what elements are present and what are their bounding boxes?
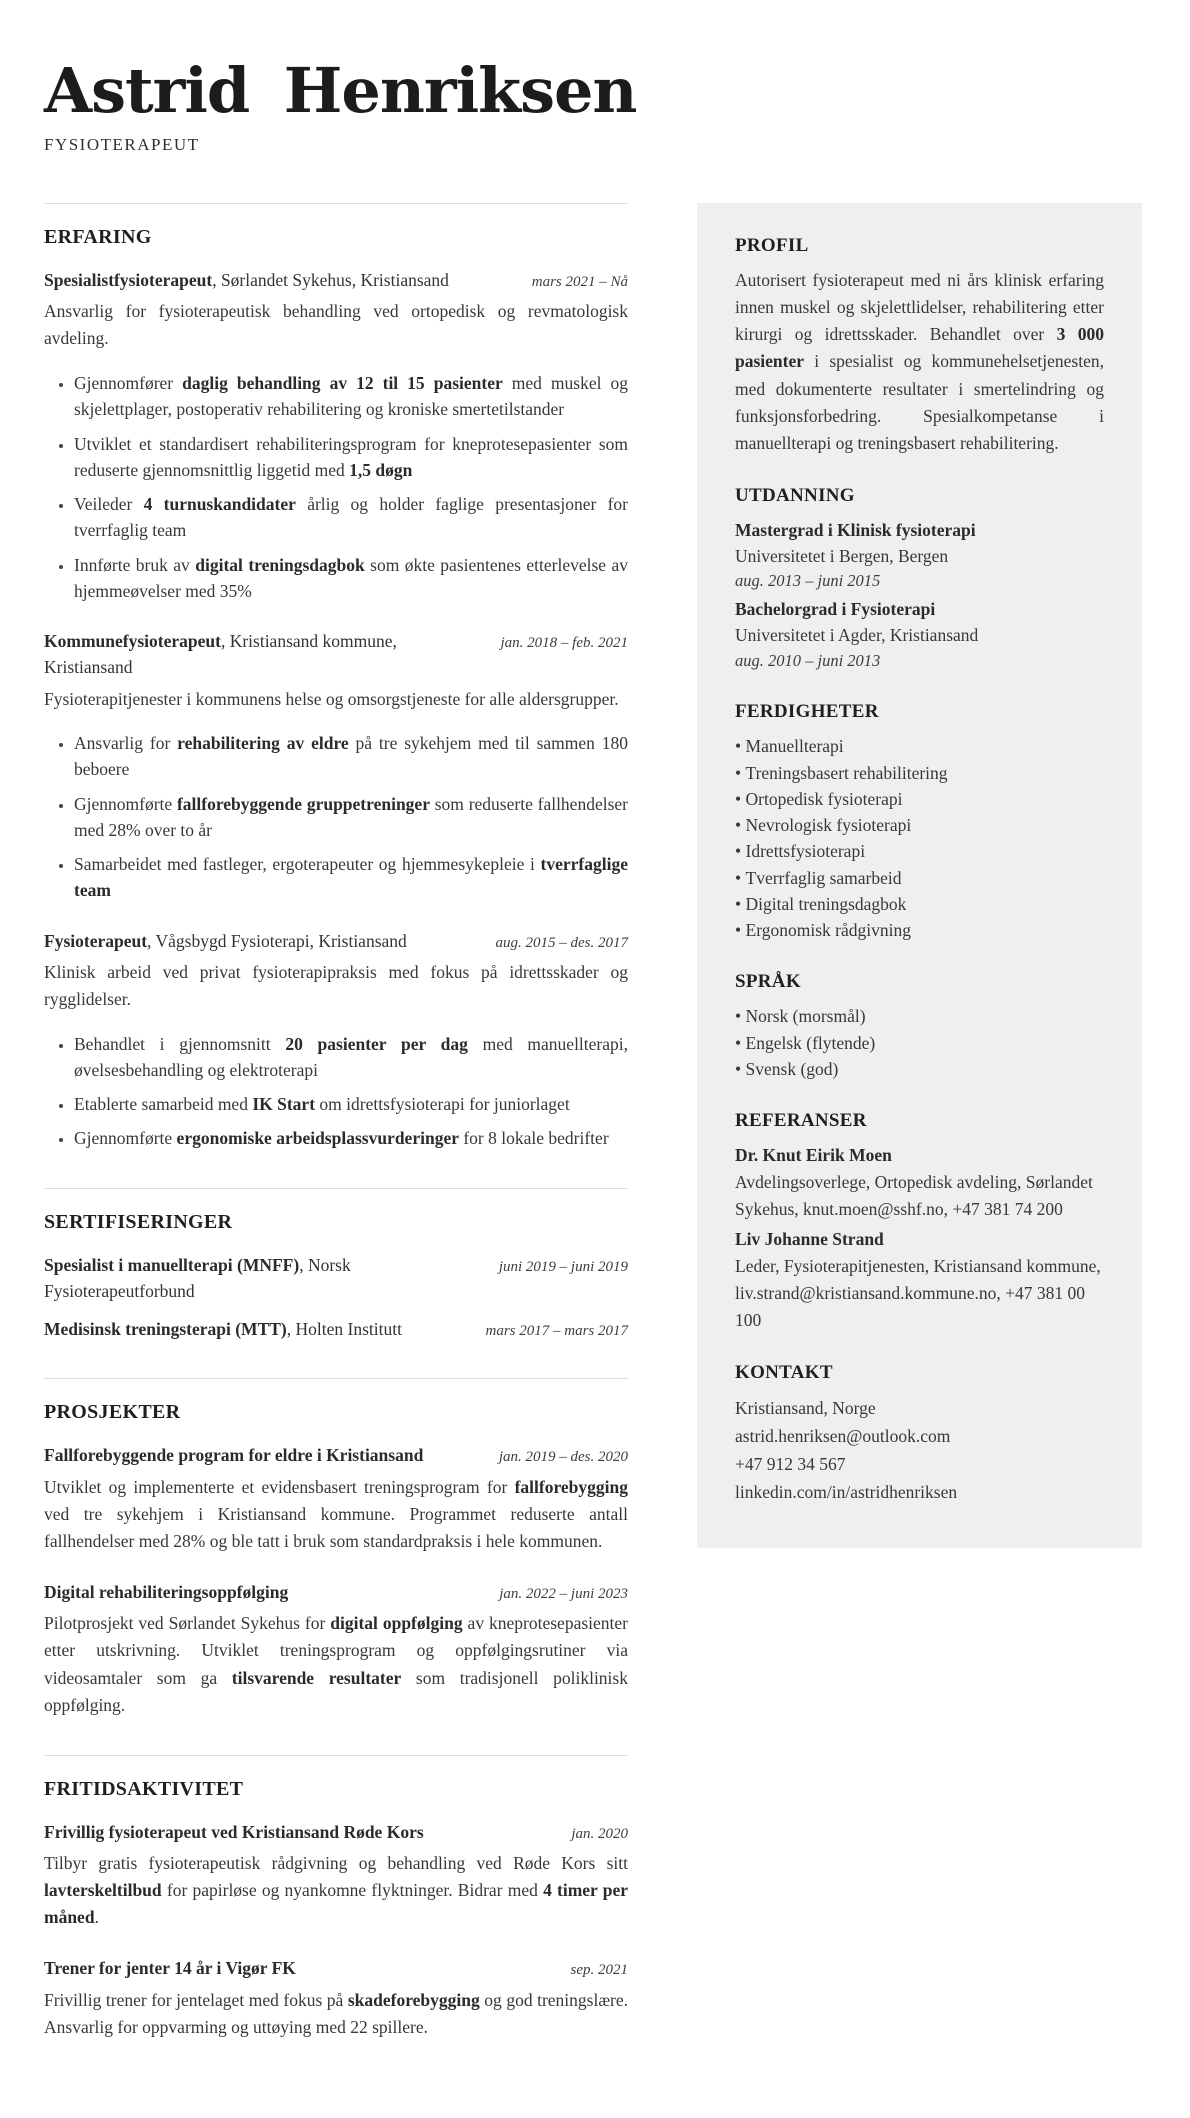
sidebar-section-ferdigheter: [735, 701, 1104, 943]
bullet-list: [44, 730, 628, 904]
sidebar-section-kontakt: [735, 1362, 1104, 1506]
skills-list: [735, 733, 1104, 943]
bullet-list: [44, 1031, 628, 1152]
project-title: Fallforebyggende program for eldre i Kristiansand: [44, 1445, 424, 1466]
certification-title: Spesialist i manuellterapi (MNFF), Norsk Fysioterapeutforbund: [44, 1254, 351, 1301]
person-name: Astrid Henriksen: [44, 54, 637, 127]
education-date: aug. 2010 – juni 2013: [735, 650, 881, 670]
bullet-item: • Ansvarlig for rehabilitering av eldre på tre sykehjem med til sammen 180 beboere: [74, 730, 628, 783]
sidebar-heading-utdanning: UTDANNING: [735, 484, 855, 506]
section-erfaring: [44, 203, 628, 1152]
certification-list: [44, 1252, 628, 1343]
project-entry: [44, 1442, 628, 1555]
certification-title: Medisinsk treningsterapi (MTT), Holten Institutt: [44, 1319, 402, 1340]
project-description: Pilotprosjekt ved Sørlandet Sykehus for digital oppfølging av kneprotesepasienter etter utskrivning. Utviklet treningsprogram og oppfølgingsrutiner via videosamtaler som ga tilsvarende resultater som tradisjonell poliklinisk oppfølging.: [44, 1613, 628, 1715]
language-item: • Engelsk (flytende): [735, 1030, 1104, 1056]
sidebar-heading-kontakt: KONTAKT: [735, 1362, 833, 1384]
section-fritidsaktivitet: [44, 1755, 628, 2041]
bullet-item: • Samarbeidet med fastleger, ergoterapeuter og hjemmesykepleie i tverrfaglige team: [74, 851, 628, 904]
sidebar-section-utdanning: [735, 485, 1104, 674]
skill-item: • Nevrologisk fysioterapi: [735, 812, 1104, 838]
reference-name: Dr. Knut Eirik Moen: [735, 1145, 892, 1166]
experience-entry: [44, 928, 628, 1152]
project-title: Digital rehabiliteringsoppfølging: [44, 1582, 289, 1603]
skill-item: • Ergonomisk rådgivning: [735, 917, 1104, 943]
education-item: [735, 517, 1104, 594]
job-title: FYSIOTERAPEUT: [44, 135, 200, 155]
two-column-layout: [44, 203, 1142, 2058]
section-prosjekter: [44, 1378, 628, 1718]
language-item: • Norsk (morsmål): [735, 1003, 1104, 1029]
bullet-item: • Gjennomførte fallforebyggende gruppetreninger som reduserte fallhendelser med 28% over to år: [74, 791, 628, 844]
entry-date: aug. 2015 – des. 2017: [495, 934, 628, 951]
bullet-item: • Utviklet et standardisert rehabiliteringsprogram for kneprotesepasienter som reduserte gjennomsnittlig liggetid med 1,5 døgn: [74, 431, 628, 484]
education-date: aug. 2013 – juni 2015: [735, 571, 881, 591]
activity-entries: [44, 1819, 628, 2041]
entry-head: [44, 1819, 628, 1845]
contact-list: [735, 1394, 1104, 1506]
project-description: Utviklet og implementerte et evidensbasert treningsprogram for fallforebygging ved tre sykehjem i Kristiansand kommune. Programmet reduserte antall fallhendelser med 28% og ble tatt i bruk som standardpraksis i hele kommunen.: [44, 1476, 628, 1551]
education-list: [735, 517, 1104, 674]
education-item: [735, 596, 1104, 673]
entry-head: [44, 267, 628, 293]
contact-line: +47 912 34 567: [735, 1454, 846, 1475]
project-entry: [44, 1579, 628, 1719]
entry-title: Kommunefysioterapeut, Kristiansand kommune, Kristiansand: [44, 631, 397, 678]
education-degree: Mastergrad i Klinisk fysioterapi: [735, 519, 976, 540]
activity-date: sep. 2021: [570, 1962, 628, 1979]
education-school: Universitetet i Agder, Kristiansand: [735, 625, 979, 646]
bullet-item: • Veileder 4 turnuskandidater årlig og holder faglige presentasjoner for tverrfaglig team: [74, 491, 628, 544]
contact-line: Kristiansand, Norge: [735, 1398, 876, 1419]
project-date: jan. 2022 – juni 2023: [499, 1586, 628, 1603]
entry-head: [44, 1579, 628, 1605]
experience-entry: [44, 628, 628, 904]
header: [44, 54, 1142, 155]
education-school: Universitetet i Bergen, Bergen: [735, 546, 949, 567]
sidebar: [697, 203, 1142, 1548]
activity-description: Frivillig trener for jentelaget med fokus på skadeforebygging og god treningslære. Ansvarlig for oppvarming og uttøying med 22 spillere.: [44, 1989, 628, 2037]
entry-head: [44, 1442, 628, 1468]
references-list: [735, 1142, 1104, 1334]
project-date: jan. 2019 – des. 2020: [498, 1449, 628, 1466]
skill-item: • Ortopedisk fysioterapi: [735, 786, 1104, 812]
languages-list: [735, 1003, 1104, 1082]
entry-title: Fysioterapeut, Vågsbygd Fysioterapi, Kristiansand: [44, 930, 407, 951]
entry-date: jan. 2018 – feb. 2021: [500, 635, 628, 652]
project-entries: [44, 1442, 628, 1718]
entry-head: [44, 1955, 628, 1981]
section-heading-prosjekter: PROSJEKTER: [44, 1401, 181, 1424]
activity-date: jan. 2020: [571, 1825, 628, 1842]
sidebar-heading-referanser: REFERANSER: [735, 1110, 867, 1132]
reference-item: [735, 1142, 1104, 1223]
contact-line: linkedin.com/in/astridhenriksen: [735, 1482, 958, 1503]
activity-entry: [44, 1819, 628, 1932]
bullet-item: • Gjennomfører daglig behandling av 12 til 15 pasienter med muskel og skjelettplager, postoperativ rehabilitering og kroniske smertetilstander: [74, 370, 628, 423]
section-heading-fritidsaktivitet: FRITIDSAKTIVITET: [44, 1777, 244, 1800]
entry-title: Spesialistfysioterapeut, Sørlandet Sykehus, Kristiansand: [44, 270, 449, 291]
activity-description: Tilbyr gratis fysioterapeutisk rådgivning og behandling ved Røde Kors sitt lavterskeltilbud for papirløse og nyankomne flyktninger. Bidrar med 4 timer per måned.: [44, 1853, 628, 1928]
entry-summary: Ansvarlig for fysioterapeutisk behandling ved ortopedisk og revmatologisk avdeling.: [44, 301, 628, 349]
language-item: • Svensk (god): [735, 1056, 1104, 1082]
sidebar-section-profil: [735, 235, 1104, 457]
reference-detail: Leder, Fysioterapitjenesten, Kristiansand kommune, liv.strand@kristiansand.kommune.no, +47 381 00 100: [735, 1255, 1101, 1330]
certification-date: juni 2019 – juni 2019: [498, 1258, 628, 1275]
reference-name: Liv Johanne Strand: [735, 1228, 884, 1249]
profile-text: Autorisert fysioterapeut med ni års klinisk erfaring innen muskel og skjelettlidelser, rehabilitering etter kirurgi og idrettsskader. Behandlet over 3 000 pasienter i spesialist og kommunehelsetjenesten, med dokumenterte resultater i smertelindring og funksjonsforbedring. Spesialkompetanse i manuellterapi og treningsbasert rehabilitering.: [735, 270, 1104, 453]
sidebar-heading-profil: PROFIL: [735, 235, 809, 257]
entry-date: mars 2021 – Nå: [531, 274, 628, 291]
activity-title: Trener for jenter 14 år i Vigør FK: [44, 1958, 296, 1979]
entry-summary: Klinisk arbeid ved privat fysioterapipraksis med fokus på idrettsskader og rygglidelser.: [44, 961, 628, 1010]
activity-title: Frivillig fysioterapeut ved Kristiansand Røde Kors: [44, 1821, 424, 1842]
bullet-item: • Behandlet i gjennomsnitt 20 pasienter per dag med manuellterapi, øvelsesbehandling og elektroterapi: [74, 1031, 628, 1084]
section-heading-sertifiseringer: SERTIFISERINGER: [44, 1210, 233, 1233]
bullet-item: • Gjennomførte ergonomiske arbeidsplassvurderinger for 8 lokale bedrifter: [74, 1125, 628, 1151]
education-degree: Bachelorgrad i Fysioterapi: [735, 599, 936, 620]
skill-item: • Treningsbasert rehabilitering: [735, 760, 1104, 786]
skill-item: • Manuellterapi: [735, 733, 1104, 759]
sidebar-section-sprak: [735, 971, 1104, 1082]
skill-item: • Digital treningsdagbok: [735, 891, 1104, 917]
experience-entry: [44, 267, 628, 604]
entry-head: [44, 628, 628, 681]
sidebar-heading-sprak: SPRÅK: [735, 971, 801, 993]
entry-summary: Fysioterapitjenester i kommunens helse og omsorgstjeneste for alle aldersgrupper.: [44, 688, 619, 709]
erfaring-entries: [44, 267, 628, 1152]
certification-row: [44, 1252, 628, 1305]
bullet-item: • Innførte bruk av digital treningsdagbok som økte pasientenes etterlevelse av hjemmeøvelser med 35%: [74, 552, 628, 605]
contact-line: astrid.henriksen@outlook.com: [735, 1426, 951, 1447]
certification-date: mars 2017 – mars 2017: [485, 1323, 628, 1340]
sidebar-heading-ferdigheter: FERDIGHETER: [735, 701, 879, 723]
activity-entry: [44, 1955, 628, 2041]
reference-item: [735, 1226, 1104, 1335]
section-heading-erfaring: ERFARING: [44, 226, 152, 249]
bullet-item: • Etablerte samarbeid med IK Start om idrettsfysioterapi for juniorlaget: [74, 1091, 628, 1117]
sidebar-section-referanser: [735, 1110, 1104, 1334]
section-sertifiseringer: [44, 1188, 628, 1343]
main-column: [44, 203, 628, 2058]
bullet-list: [44, 370, 628, 604]
certification-row: [44, 1316, 628, 1342]
skill-item: • Tverrfaglig samarbeid: [735, 865, 1104, 891]
reference-detail: Avdelingsoverlege, Ortopedisk avdeling, Sørlandet Sykehus, knut.moen@sshf.no, +47 381 74 200: [735, 1172, 1093, 1220]
skill-item: • Idrettsfysioterapi: [735, 838, 1104, 864]
entry-head: [44, 928, 628, 954]
